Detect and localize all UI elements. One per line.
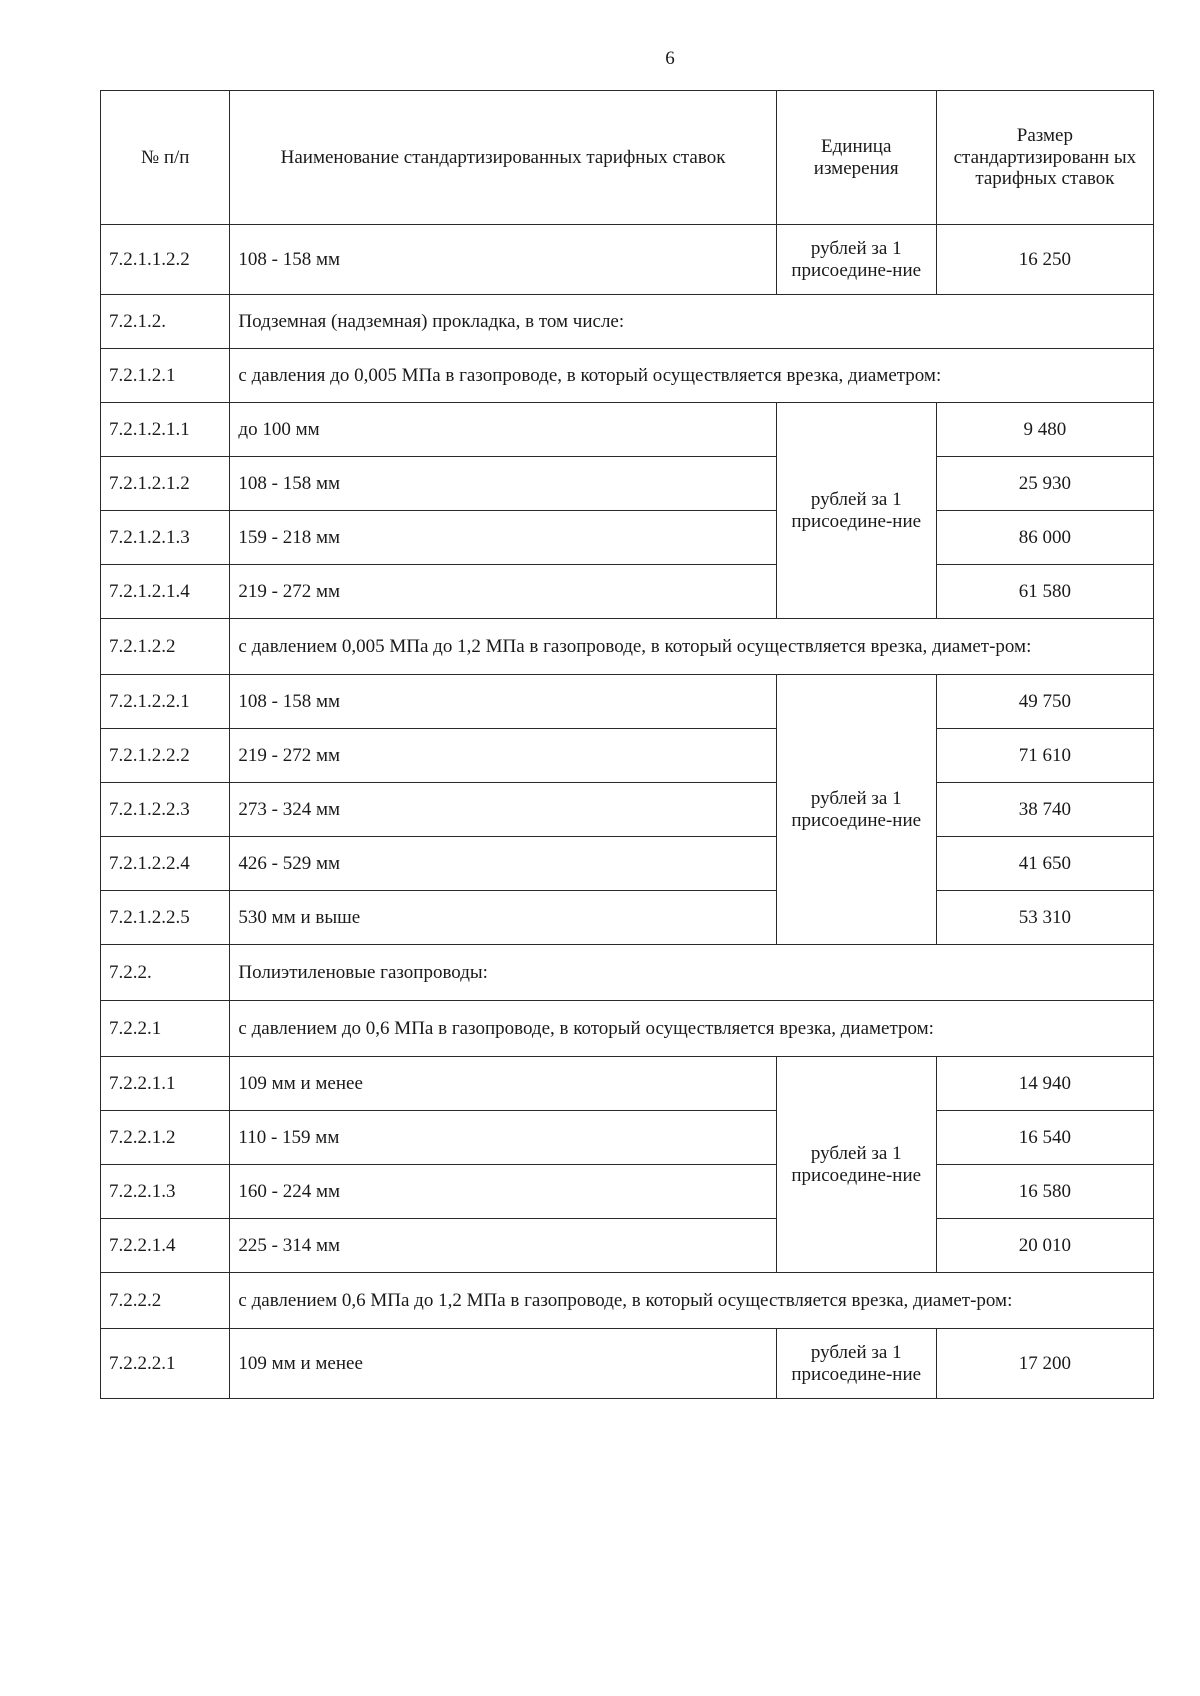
row-number: 7.2.2.1.2 [101,1111,230,1165]
row-name: с давлением 0,6 МПа до 1,2 МПа в газопроводе, в который осуществляется врезка, диамет-ром: [230,1273,1154,1329]
page-number: 6 [665,48,675,69]
row-number: 7.2.1.2.2.4 [101,837,230,891]
row-name: Подземная (надземная) прокладка, в том числе: [230,295,1154,349]
row-value: 16 540 [936,1111,1153,1165]
table-row [101,225,1154,295]
table-header-row [101,91,1154,225]
row-number: 7.2.2. [101,945,230,1001]
table-section-row [101,619,1154,675]
row-value: 86 000 [936,511,1153,565]
row-number: 7.2.2.1.3 [101,1165,230,1219]
row-name: 110 - 159 мм [230,1111,776,1165]
table-row [101,837,1154,891]
table-row [101,675,1154,729]
header-num: № п/п [101,91,230,225]
table-row [101,783,1154,837]
tariff-table [100,90,1154,1399]
row-name: 109 мм и менее [230,1329,776,1399]
row-number: 7.2.1.2.1.2 [101,457,230,511]
row-name: с давления до 0,005 МПа в газопроводе, в который осуществляется врезка, диаметром: [230,349,1154,403]
row-unit: рублей за 1 присоедине-ние [776,403,936,619]
table-section-row [101,1273,1154,1329]
row-value: 61 580 [936,565,1153,619]
table-section-row [101,1001,1154,1057]
row-value: 9 480 [936,403,1153,457]
row-name: до 100 мм [230,403,776,457]
row-value: 41 650 [936,837,1153,891]
row-name: 109 мм и менее [230,1057,776,1111]
table-row [101,403,1154,457]
row-value: 16 580 [936,1165,1153,1219]
row-number: 7.2.1.2.2.5 [101,891,230,945]
table-section-row [101,945,1154,1001]
table-row [101,1329,1154,1399]
table-row [101,1165,1154,1219]
row-value: 17 200 [936,1329,1153,1399]
row-name: 108 - 158 мм [230,225,776,295]
row-number: 7.2.1.2.1.4 [101,565,230,619]
header-value: Размер стандартизированн ых тарифных ставок [936,91,1153,225]
row-unit: рублей за 1 присоедине-ние [776,675,936,945]
row-value: 20 010 [936,1219,1153,1273]
row-name: 225 - 314 мм [230,1219,776,1273]
row-number: 7.2.1.2.1.3 [101,511,230,565]
row-unit: рублей за 1 присоедине-ние [776,1329,936,1399]
row-value: 38 740 [936,783,1153,837]
row-number: 7.2.1.2.1 [101,349,230,403]
row-value: 25 930 [936,457,1153,511]
row-name: с давлением 0,005 МПа до 1,2 МПа в газопроводе, в который осуществляется врезка, диамет-ром: [230,619,1154,675]
table-row [101,1057,1154,1111]
row-number: 7.2.1.2. [101,295,230,349]
row-number: 7.2.1.2.2.3 [101,783,230,837]
row-number: 7.2.2.2.1 [101,1329,230,1399]
table-row [101,1111,1154,1165]
row-value: 53 310 [936,891,1153,945]
table-row [101,511,1154,565]
row-name: 530 мм и выше [230,891,776,945]
row-number: 7.2.2.1.4 [101,1219,230,1273]
row-value: 14 940 [936,1057,1153,1111]
row-name: 108 - 158 мм [230,457,776,511]
table-row [101,565,1154,619]
row-number: 7.2.2.1.1 [101,1057,230,1111]
row-name: 108 - 158 мм [230,675,776,729]
table-row [101,1219,1154,1273]
row-value: 16 250 [936,225,1153,295]
row-name: 219 - 272 мм [230,729,776,783]
row-name: 426 - 529 мм [230,837,776,891]
table-row [101,891,1154,945]
row-name: Полиэтиленовые газопроводы: [230,945,1154,1001]
row-name: 273 - 324 мм [230,783,776,837]
header-name: Наименование стандартизированных тарифных ставок [230,91,776,225]
row-number: 7.2.1.2.2 [101,619,230,675]
table-row [101,457,1154,511]
row-number: 7.2.1.2.2.1 [101,675,230,729]
header-unit: Единица измерения [776,91,936,225]
table-section-row [101,349,1154,403]
row-name: 160 - 224 мм [230,1165,776,1219]
row-name: 219 - 272 мм [230,565,776,619]
row-name: 159 - 218 мм [230,511,776,565]
row-name: с давлением до 0,6 МПа в газопроводе, в который осуществляется врезка, диаметром: [230,1001,1154,1057]
row-value: 49 750 [936,675,1153,729]
table-row [101,729,1154,783]
table-section-row [101,295,1154,349]
row-number: 7.2.2.2 [101,1273,230,1329]
row-unit: рублей за 1 присоедине-ние [776,225,936,295]
row-value: 71 610 [936,729,1153,783]
row-number: 7.2.1.2.2.2 [101,729,230,783]
row-number: 7.2.1.1.2.2 [101,225,230,295]
row-number: 7.2.1.2.1.1 [101,403,230,457]
row-number: 7.2.2.1 [101,1001,230,1057]
row-unit: рублей за 1 присоедине-ние [776,1057,936,1273]
